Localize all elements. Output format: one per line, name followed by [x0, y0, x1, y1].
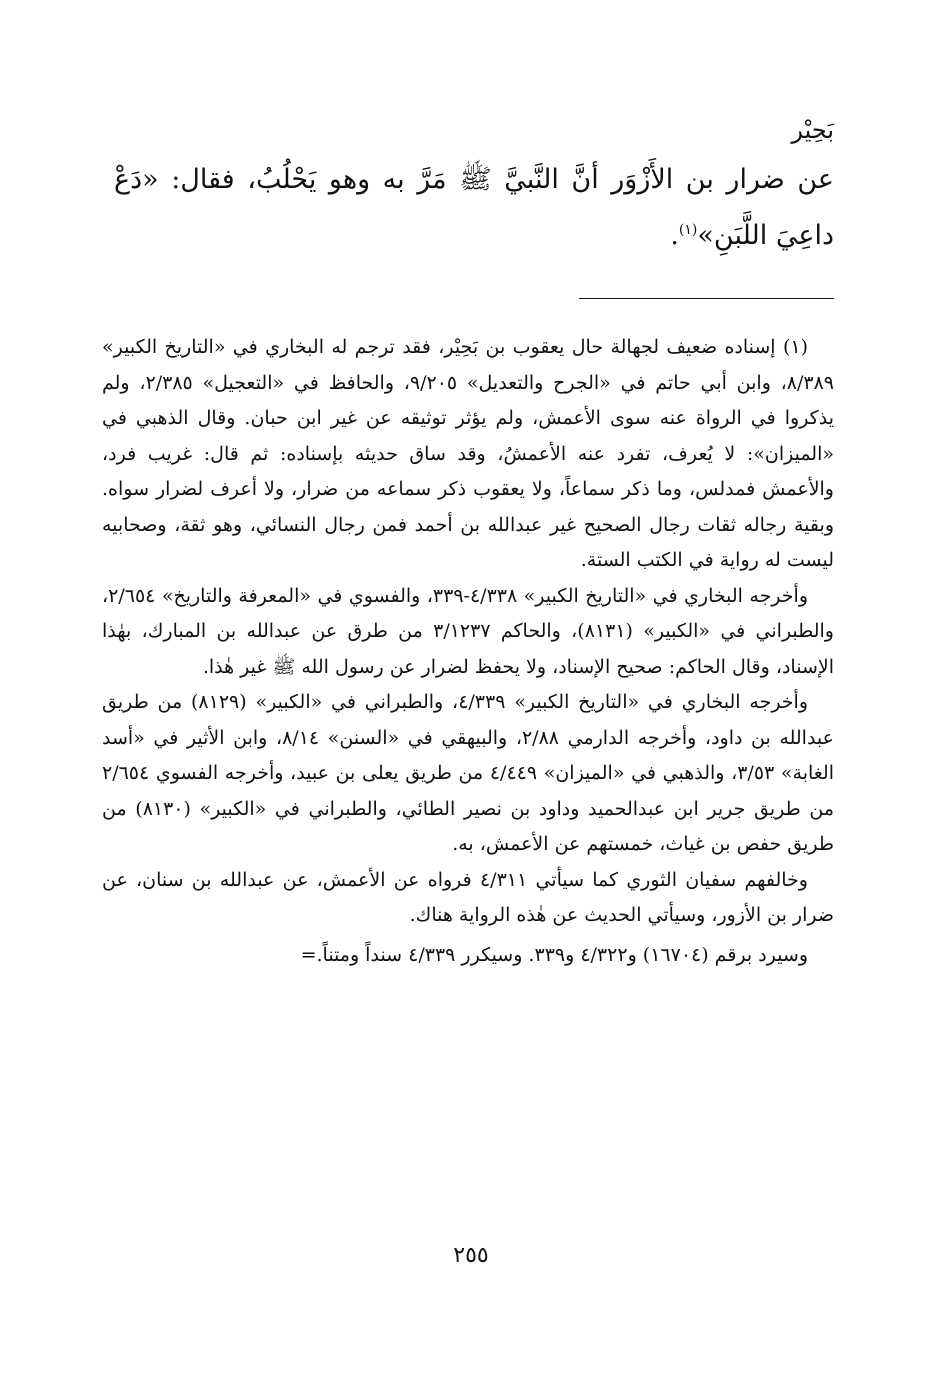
- footnote-paragraph: وسيرد برقم (١٦٧٠٤) و٤/٣٢٢ و٣٣٩. وسيكرر ٤/٣٣٩ سنداً ومتناً.=: [300, 943, 808, 966]
- footnote-paragraph: وخالفهم سفيان الثوري كما سيأتي ٤/٣١١ فرواه عن الأعمش، عن عبدالله بن سنان، عن ضرار بن الأزور، وسيأتي الحديث عن هٰذه الرواية هناك.: [102, 868, 834, 926]
- footnote-divider: [579, 298, 834, 299]
- footnote-marker: (١): [678, 222, 698, 238]
- footnote-paragraph: وأخرجه البخاري في «التاريخ الكبير» ٤/٣٣٨-٣٣٩، والفسوي في «المعرفة والتاريخ» ٢/٦٥٤، والطبراني في «الكبير» (٨١٣١)، والحاكم ٣/١٢٣٧ من طرق عن عبدالله بن المبارك، بهٰذا الإسناد، وقال الحاكم: صحيح الإسناد، ولا يحفظ لضرار عن رسول الله ﷺ غير هٰذا.: [102, 584, 834, 678]
- footnotes: [102, 330, 834, 973]
- footnote-paragraph: (١) إسناده ضعيف لجهالة حال يعقوب بن بَحِيْر، فقد ترجم له البخاري في «التاريخ الكبير» ٨/٣٨٩، وابن أبي حاتم في «الجرح والتعديل» ٩/٢٠٥، والحافظ في «التعجيل» ٢/٣٨٥، ولم يذكروا في الرواة عنه سوى الأعمش، ولم يؤثر توثيقه عن غير ابن حبان. وقال الذهبي في «الميزان»: لا يُعرف، تفرد عنه الأعمشُ، وقد ساق حديثه بإسناده: ثم قال: غريب فرد، والأعمش فمدلس، وما ذكر سماعاً، ولا يعقوب ذكر سماعه من ضرار، ولا أعرف لضرار سواه. وبقية رجاله ثقات رجال الصحيح غير عبدالله بن أحمد فمن رجال النسائي، وهو ثقة، وصحابيه ليست له رواية في الكتب الستة.: [102, 336, 835, 571]
- narrator-name: بَحِيْر: [791, 116, 834, 144]
- main-text: [114, 108, 834, 264]
- footnote-paragraph: وأخرجه البخاري في «التاريخ الكبير» ٤/٣٣٩، والطبراني في «الكبير» (٨١٢٩) من طريق عبدالله بن داود، وأخرجه الدارمي ٢/٨٨، والبيهقي في «السنن» ٨/١٤، وابن الأثير في «أسد الغابة» ٣/٥٣، والذهبي في «الميزان» ٤/٤٤٩ من طريق يعلى بن عبيد، وأخرجه الفسوي ٢/٦٥٤ من طريق جرير ابن عبدالحميد وداود بن نصير الطائي، والطبراني في «الكبير» (٨١٣٠) من طريق حفص بن غياث، خمستهم عن الأعمش، به.: [102, 691, 835, 855]
- hadith-text: [114, 152, 834, 264]
- page-number: ٢٥٥: [453, 1243, 489, 1268]
- hadith-end: .: [670, 220, 679, 251]
- hadith-body: عن ضرار بن الأَزْوَر أنَّ النَّبيَّ ﷺ مَرَّ به وهو يَحْلُبُ، فقال: «دَعْ داعِيَ اللَّبَنِ»: [114, 164, 834, 251]
